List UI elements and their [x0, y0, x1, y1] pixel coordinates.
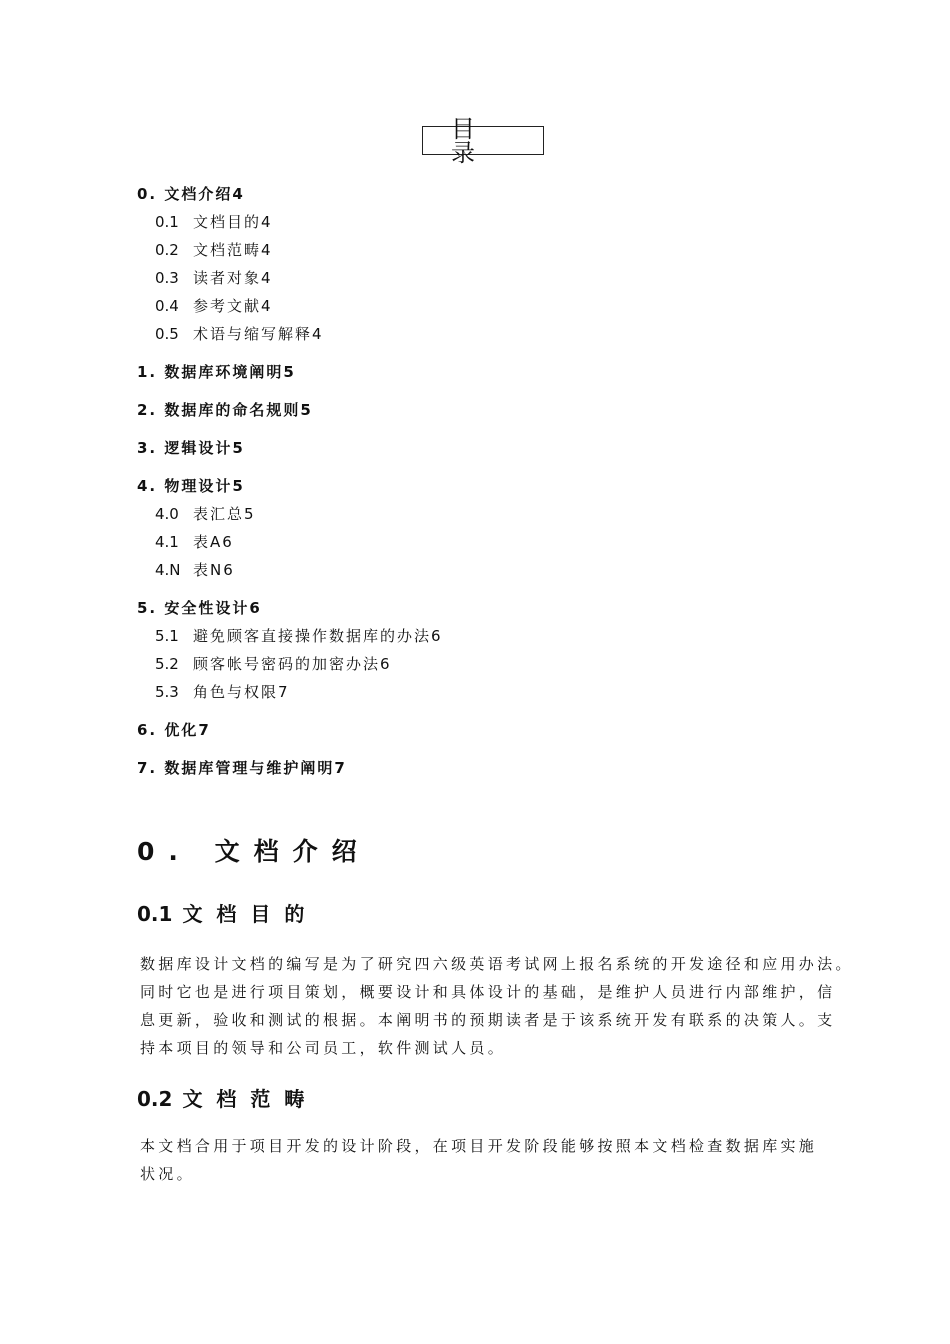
toc-entry-level2[interactable]: [137, 236, 837, 264]
toc-entry-level2[interactable]: [137, 556, 837, 584]
paragraph-line: 状况。: [140, 1165, 195, 1183]
toc-entry-number: 0.5: [155, 325, 179, 343]
paragraph-purpose: [140, 950, 854, 1062]
toc-entry-number: 0.1: [155, 213, 179, 231]
toc-entry-number: 4.1: [155, 533, 179, 551]
toc-entry-level2[interactable]: [137, 622, 837, 650]
toc-entry-number: 0.3: [155, 269, 179, 287]
toc-entry-number: 5.2: [155, 655, 179, 673]
toc-entry-number: 4.0: [155, 505, 179, 523]
toc-entry-level1[interactable]: 7. 数据库管理与维护阐明7: [137, 759, 347, 777]
toc-entry-level1[interactable]: 0. 文档介绍4: [137, 185, 245, 203]
toc-entry-level2[interactable]: [137, 208, 837, 236]
toc-entry-number: 4.N: [155, 561, 181, 579]
subsection-number: 0.2: [137, 1087, 173, 1111]
toc-entry-level1[interactable]: 6. 优化7: [137, 721, 211, 739]
toc-entry-level2[interactable]: [137, 320, 837, 348]
toc-entry-level2[interactable]: [137, 264, 837, 292]
toc-entry-text: 顾客帐号密码的加密办法6: [193, 655, 392, 673]
toc-entry-number: 5.3: [155, 683, 179, 701]
toc-entry-number: 5.1: [155, 627, 179, 645]
subsection-heading-0-2: [137, 1083, 318, 1112]
toc-entry-text: 读者对象4: [193, 269, 273, 287]
toc-entry-text: 术语与缩写解释4: [193, 325, 324, 343]
toc-entry-level1[interactable]: 2. 数据库的命名规则5: [137, 401, 313, 419]
subsection-number: 0.1: [137, 902, 173, 926]
toc-entry-level2[interactable]: [137, 650, 837, 678]
toc-entry-text: 表汇总5: [193, 505, 256, 523]
paragraph-line: 本文档合用于项目开发的设计阶段，在项目开发阶段能够按照本文档检查数据库实施: [140, 1137, 818, 1155]
section-heading-0: 0. 文档介绍: [137, 837, 371, 866]
toc-entry-number: 0.2: [155, 241, 179, 259]
toc-entry-text: 角色与权限7: [193, 683, 290, 701]
toc-entry-text: 表A6: [193, 533, 234, 551]
paragraph-line: 同时它也是进行项目策划，概要设计和具体设计的基础，是维护人员进行内部维护，信: [140, 983, 836, 1001]
toc-entry-level1[interactable]: 3. 逻辑设计5: [137, 439, 245, 457]
toc-entry-level2[interactable]: [137, 528, 837, 556]
paragraph-scope: [140, 1132, 840, 1188]
table-of-contents: [137, 180, 837, 782]
toc-entry-level2[interactable]: [137, 500, 837, 528]
toc-entry-level2[interactable]: [137, 292, 837, 320]
toc-entry-number: 0.4: [155, 297, 179, 315]
toc-entry-text: 文档范畴4: [193, 241, 273, 259]
toc-title: 目 录: [422, 126, 544, 155]
toc-entry-text: 参考文献4: [193, 297, 273, 315]
toc-entry-level1[interactable]: 1. 数据库环境阐明5: [137, 363, 296, 381]
toc-entry-level1[interactable]: 5. 安全性设计6: [137, 599, 262, 617]
toc-entry-text: 避免顾客直接操作数据库的办法6: [193, 627, 443, 645]
subsection-title: 文档目的: [182, 902, 319, 926]
toc-entry-level1[interactable]: 4. 物理设计5: [137, 477, 245, 495]
paragraph-line: 数据库设计文档的编写是为了研究四六级英语考试网上报名系统的开发途径和应用办法。: [140, 955, 854, 973]
paragraph-line: 持本项目的领导和公司员工，软件测试人员。: [140, 1039, 507, 1057]
subsection-title: 文档范畴: [182, 1087, 319, 1111]
toc-entry-level2[interactable]: [137, 678, 837, 706]
toc-entry-text: 表N6: [193, 561, 235, 579]
toc-entry-text: 文档目的4: [193, 213, 273, 231]
paragraph-line: 息更新，验收和测试的根据。本阐明书的预期读者是于该系统开发有联系的决策人。支: [140, 1011, 836, 1029]
subsection-heading-0-1: [137, 898, 318, 927]
